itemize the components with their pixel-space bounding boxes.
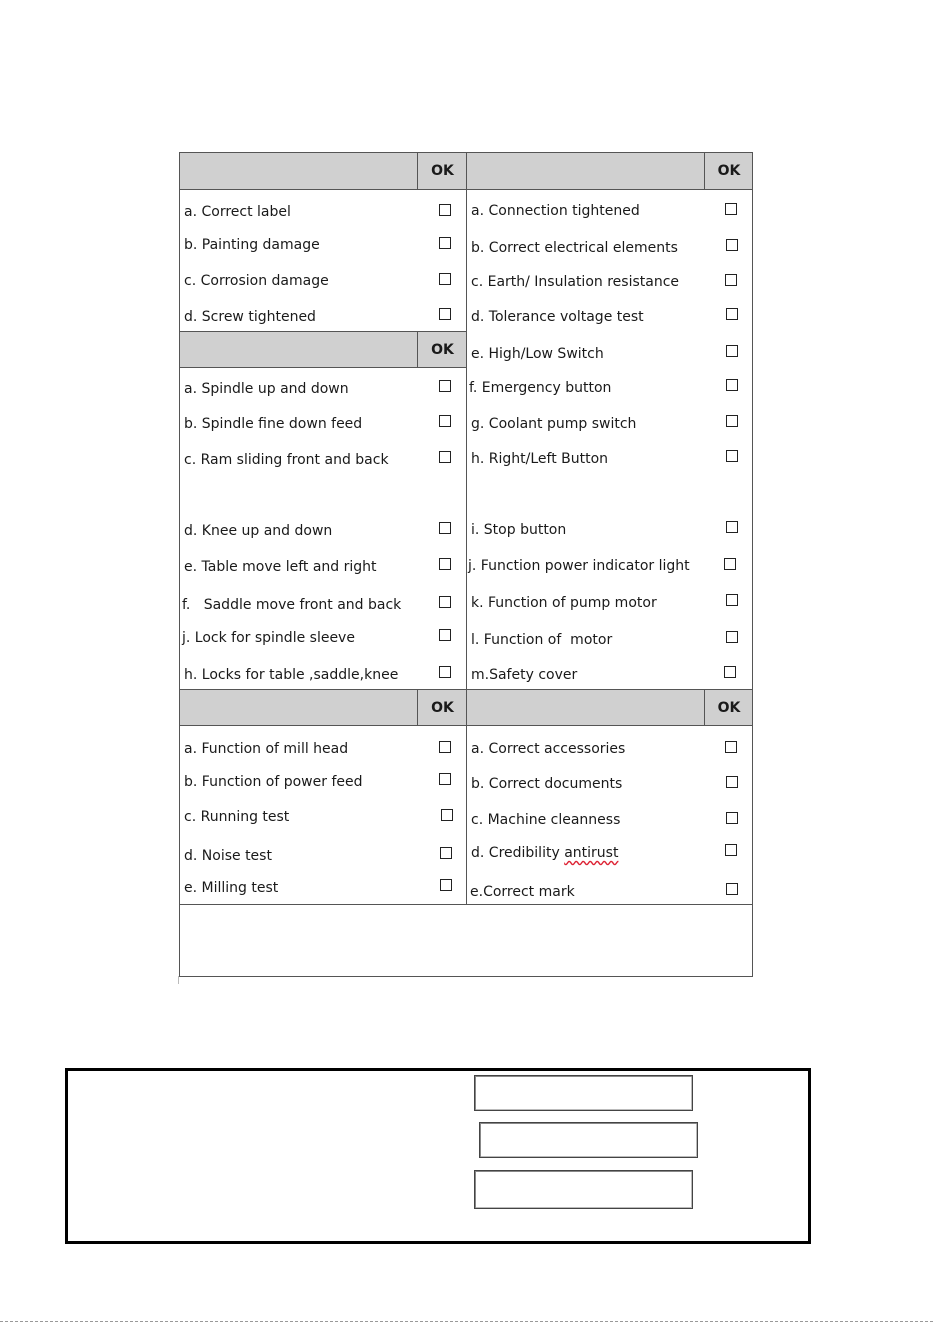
ok-checkbox[interactable] [439,666,451,678]
blank-field-3[interactable] [474,1170,693,1209]
list-item: b. Correct electrical elements [471,240,678,256]
ok-checkbox[interactable] [439,308,451,320]
ok-checkbox[interactable] [725,274,737,286]
ok-checkbox[interactable] [726,883,738,895]
list-item: e. Table move left and right [184,559,377,575]
ok-checkbox[interactable] [724,666,736,678]
ok-checkbox[interactable] [439,204,451,216]
list-item: a. Spindle up and down [184,381,349,397]
list-item: h. Locks for table ,saddle,knee [184,667,399,683]
list-item: i. Stop button [471,522,567,538]
list-item: d. Screw tightened [184,309,316,325]
list-item: a. Connection tightened [471,203,640,219]
ok-checkbox[interactable] [440,847,452,859]
ok-checkbox[interactable] [725,203,737,215]
list-item: d. Knee up and down [184,523,333,539]
ok-checkbox[interactable] [439,596,451,608]
signature-panel [65,1068,811,1244]
list-item: c. Earth/ Insulation resistance [471,274,680,290]
list-item: j. Function power indicator light [468,558,690,574]
ok-checkbox[interactable] [726,594,738,606]
list-item: c. Running test [184,809,290,825]
list-item: c. Machine cleanness [471,812,621,828]
ok-checkbox[interactable] [726,379,738,391]
list-item: f. Emergency button [469,380,612,396]
list-item: b. Painting damage [184,237,320,253]
ok-checkbox[interactable] [439,237,451,249]
list-item: b. Spindle fine down feed [184,416,363,432]
ok-checkbox[interactable] [724,558,736,570]
ok-header: OK [704,152,753,190]
ok-checkbox[interactable] [439,273,451,285]
list-item: l. Function of motor [471,632,613,648]
ok-checkbox[interactable] [726,415,738,427]
list-item: e. High/Low Switch [471,346,604,362]
list-item: b. Function of power feed [184,774,363,790]
ok-checkbox[interactable] [440,879,452,891]
ok-checkbox[interactable] [439,415,451,427]
list-item: g. Coolant pump switch [471,416,637,432]
ok-checkbox[interactable] [725,741,737,753]
margin-tick [178,976,179,984]
list-item: f. Saddle move front and back [182,597,402,613]
ok-header: OK [417,152,467,190]
ok-checkbox[interactable] [439,522,451,534]
ok-checkbox[interactable] [726,239,738,251]
ok-header: OK [417,689,467,726]
ok-checkbox[interactable] [439,629,451,641]
ok-checkbox[interactable] [726,776,738,788]
list-item: d. Noise test [184,848,272,864]
ok-checkbox[interactable] [439,773,451,785]
ok-checkbox[interactable] [726,521,738,533]
ok-checkbox[interactable] [439,741,451,753]
list-item [471,845,618,861]
page-edge [0,1321,933,1323]
list-item: a. Correct accessories [471,741,626,757]
list-item: k. Function of pump motor [471,595,657,611]
list-item: h. Right/Left Button [471,451,609,467]
list-item: j. Lock for spindle sleeve [182,630,355,646]
ok-header: OK [704,689,753,726]
list-item: c. Corrosion damage [184,273,329,289]
list-item: a. Function of mill head [184,741,349,757]
list-item: c. Ram sliding front and back [184,452,389,468]
list-item: e. Milling test [184,880,279,896]
list-item: b. Correct documents [471,776,623,792]
blank-field-1[interactable] [474,1075,693,1111]
ok-checkbox[interactable] [441,809,453,821]
ok-header: OK [417,331,467,368]
column-divider [466,152,467,904]
spellcheck-word: antirust [564,845,619,861]
remarks-divider [179,904,753,905]
ok-checkbox[interactable] [726,812,738,824]
ok-checkbox[interactable] [439,558,451,570]
list-item: e.Correct mark [470,884,575,900]
ok-checkbox[interactable] [725,844,737,856]
blank-field-2[interactable] [479,1122,698,1158]
ok-checkbox[interactable] [726,308,738,320]
list-item: m.Safety cover [471,667,578,683]
ok-checkbox[interactable] [726,631,738,643]
item-text: d. Credibility [471,845,565,861]
ok-checkbox[interactable] [439,451,451,463]
list-item: d. Tolerance voltage test [471,309,644,325]
ok-checkbox[interactable] [439,380,451,392]
list-item: a. Correct label [184,204,291,220]
ok-checkbox[interactable] [726,450,738,462]
ok-checkbox[interactable] [726,345,738,357]
